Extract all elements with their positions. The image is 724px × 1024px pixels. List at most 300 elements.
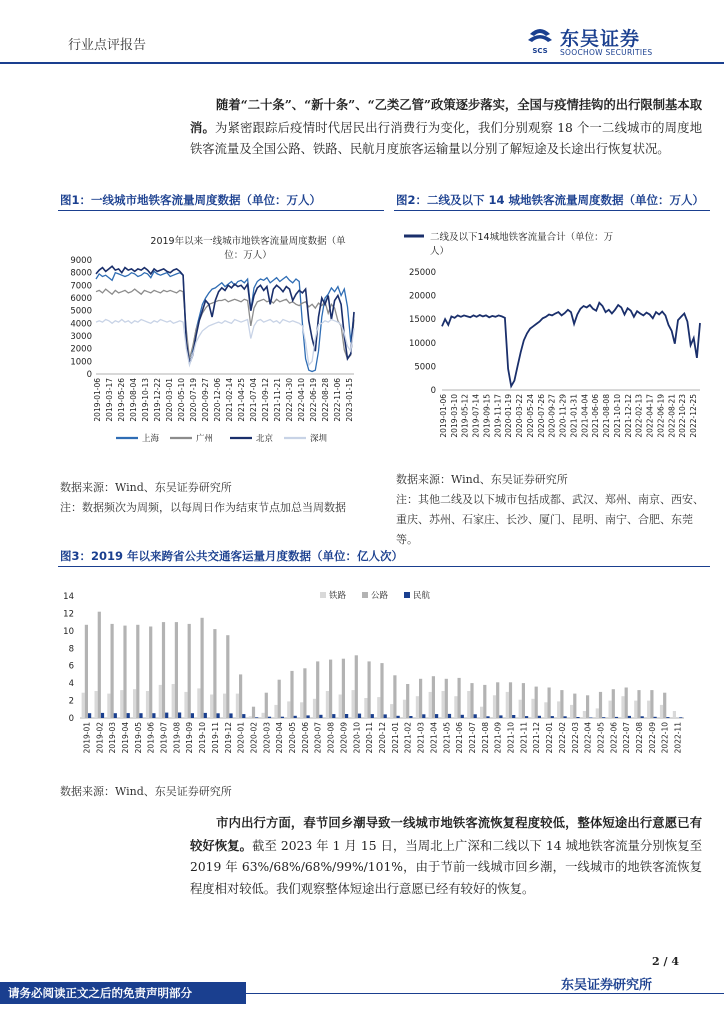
fig3-xtick-label: 2020-08 <box>326 722 336 754</box>
fig3-bar-铁路 <box>634 701 637 718</box>
fig3-bar-公路 <box>226 635 229 718</box>
fig3-bar-民航 <box>564 716 567 718</box>
fig3-xtick-label: 2022-10 <box>660 722 670 754</box>
fig3-bar-铁路 <box>274 705 277 718</box>
fig3-bar-公路 <box>252 707 255 718</box>
logo-text-en: SOOCHOW SECURITIES <box>560 48 653 57</box>
fig3-bar-铁路 <box>647 701 650 718</box>
fig1-ytick-label: 8000 <box>70 268 92 279</box>
fig1-xtick-label: 2020-05-10 <box>177 378 186 422</box>
fig1-legend-label-1: 广州 <box>196 434 214 444</box>
fig3-bar-铁路 <box>583 711 586 718</box>
fig2-ytick-label: 10000 <box>408 338 436 349</box>
fig3-bar-铁路 <box>493 695 496 718</box>
fig1-ytick-label: 0 <box>86 370 92 380</box>
fig1-xtick-label: 2021-07-04 <box>249 378 258 422</box>
fig3-xtick-label: 2021-01 <box>390 722 400 754</box>
fig3-bar-铁路 <box>300 702 303 718</box>
fig3-bar-铁路 <box>480 707 483 718</box>
fig3-xtick-label: 2020-07 <box>313 722 323 754</box>
logo-text-cn: 东吴证券 <box>560 28 641 50</box>
fig3-bar-民航 <box>217 713 220 718</box>
fig3-bar-公路 <box>136 625 139 718</box>
fig3-xtick-label: 2022-07 <box>622 722 632 754</box>
fig3-xtick-label: 2020-03 <box>262 722 272 754</box>
fig2-caption: 图2：二线及以下 14 城地铁客流量周度数据（单位：万人） <box>396 193 705 207</box>
fig2-xtick-label: 2020-03-22 <box>515 394 525 438</box>
fig3-bar-民航 <box>191 713 194 718</box>
fig2-series-line <box>442 303 700 387</box>
fig3-bar-铁路 <box>262 713 265 718</box>
fig3-xtick-label: 2022-08 <box>635 722 645 754</box>
header-section-label: 行业点评报告 <box>68 38 147 53</box>
fig3-ytick-label: 10 <box>63 626 74 637</box>
fig3-bar-铁路 <box>184 692 187 718</box>
fig2-xtick-label: 2021-01-31 <box>569 394 579 438</box>
fig3-xtick-label: 2020-04 <box>275 722 285 754</box>
fig1-xtick-label: 2021-09-12 <box>261 378 270 422</box>
fig3-xtick-label: 2019-08 <box>172 722 182 754</box>
fig3-ytick-label: 2 <box>68 696 74 707</box>
fig3-bar-民航 <box>499 715 502 718</box>
fig3-xtick-label: 2022-11 <box>673 722 683 754</box>
fig3-bar-公路 <box>483 685 486 718</box>
conclusion-bold: 市内出行方面，春节回乡潮导致一线城市地铁客流恢复程度较低，整体短途出行意愿已有较好恢复。 <box>190 815 702 853</box>
fig3-bar-公路 <box>149 627 152 719</box>
fig3-bar-民航 <box>127 713 130 718</box>
fig1-ytick-label: 7000 <box>70 281 92 292</box>
fig2-ytick-label: 5000 <box>414 362 436 373</box>
fig3-xtick-label: 2019-07 <box>159 722 169 754</box>
fig3-xtick-label: 2022-04 <box>583 722 593 754</box>
fig1-xtick-label: 2020-07-19 <box>189 378 198 422</box>
fig3-bar-民航 <box>165 713 168 718</box>
fig3-bar-公路 <box>496 682 499 718</box>
fig2-legend-line2: 人） <box>430 246 450 257</box>
fig2-xtick-label: 2021-12-12 <box>623 394 633 438</box>
fig1-xtick-label: 2021-04-25 <box>237 378 246 422</box>
fig3-bar-民航 <box>628 716 631 718</box>
fig3-bar-公路 <box>355 655 358 718</box>
fig3-bar-民航 <box>88 713 91 718</box>
footer-rule <box>246 993 724 994</box>
fig3-caption-rule <box>58 566 710 567</box>
fig3-bar-民航 <box>204 713 207 718</box>
fig3-bar-铁路 <box>287 701 290 718</box>
fig1-ytick-label: 5000 <box>70 306 92 317</box>
logo-mark-icon <box>526 26 554 56</box>
fig3-bar-铁路 <box>236 694 239 718</box>
conclusion-paragraph <box>190 812 702 900</box>
fig3-xtick-label: 2019-05 <box>133 722 143 754</box>
fig3-bar-公路 <box>625 688 628 719</box>
fig3-bar-民航 <box>281 717 284 718</box>
fig1-ytick-label: 9000 <box>70 256 92 266</box>
fig3-legend-swatch-1 <box>362 592 368 598</box>
fig3-bar-民航 <box>255 717 258 718</box>
fig3-xtick-label: 2021-07 <box>467 722 477 754</box>
fig3-bar-铁路 <box>429 692 432 718</box>
fig1-ytick-label: 4000 <box>70 319 92 330</box>
fig3-bar-公路 <box>175 622 178 718</box>
fig3-bar-铁路 <box>673 711 676 718</box>
fig2-xtick-label: 2020-11-29 <box>558 394 568 438</box>
fig3-bar-公路 <box>522 683 525 718</box>
fig3-bar-公路 <box>650 690 653 718</box>
fig3-bar-公路 <box>663 693 666 718</box>
fig3-bar-公路 <box>445 679 448 718</box>
fig3-xtick-label: 2021-06 <box>455 722 465 754</box>
fig3-legend-swatch-0 <box>320 592 326 598</box>
fig1-xtick-label: 2020-09-27 <box>201 378 210 422</box>
fig3-xtick-label: 2020-02 <box>249 722 259 754</box>
fig3-xtick-label: 2019-06 <box>146 722 156 754</box>
fig3-bar-铁路 <box>120 690 123 718</box>
fig3-bar-公路 <box>329 660 332 718</box>
fig3-bar-铁路 <box>506 692 509 718</box>
fig3-xtick-label: 2019-11 <box>210 722 220 754</box>
brand-logo <box>526 24 676 60</box>
fig3-bar-民航 <box>242 714 245 718</box>
fig3-xtick-label: 2019-12 <box>223 722 233 754</box>
fig3-bar-公路 <box>85 625 88 718</box>
fig3-bar-民航 <box>319 715 322 718</box>
fig3-xtick-label: 2019-03 <box>108 722 118 754</box>
fig3-bar-民航 <box>654 717 657 718</box>
fig3-xtick-label: 2021-11 <box>519 722 529 754</box>
fig3-bar-民航 <box>371 714 374 718</box>
fig1-xtick-label: 2019-08-04 <box>129 378 138 422</box>
fig3-bar-民航 <box>384 714 387 718</box>
fig3-bar-铁路 <box>364 698 367 718</box>
fig3-xtick-label: 2021-02 <box>403 722 413 754</box>
fig3-bar-公路 <box>599 692 602 718</box>
fig3-bar-铁路 <box>660 705 663 718</box>
fig3-bar-公路 <box>419 679 422 718</box>
fig3-bar-民航 <box>551 716 554 718</box>
fig2-xtick-label: 2021-10-10 <box>612 394 622 438</box>
fig3-bar-铁路 <box>570 705 573 718</box>
fig3-bar-公路 <box>239 674 242 718</box>
fig3-bar-铁路 <box>377 697 380 718</box>
fig3-bar-公路 <box>458 678 461 718</box>
fig3-ytick-label: 6 <box>68 661 74 672</box>
fig2-xtick-label: 2019-03-10 <box>449 394 459 438</box>
fig3-bar-公路 <box>213 629 216 718</box>
fig3-bar-铁路 <box>352 690 355 718</box>
fig3-bar-公路 <box>586 695 589 718</box>
fig3-bar-民航 <box>486 716 489 718</box>
fig3-bar-民航 <box>474 714 477 718</box>
fig1-xtick-label: 2019-01-06 <box>93 378 102 422</box>
fig3-bar-铁路 <box>82 693 85 718</box>
fig3-bar-公路 <box>265 693 268 718</box>
fig1-xtick-label: 2023-01-15 <box>345 378 354 422</box>
fig3-bar-铁路 <box>249 716 252 718</box>
fig3-legend-label-2: 民航 <box>413 591 431 601</box>
fig1-xtick-label: 2022-06-19 <box>309 378 318 422</box>
fig2-xtick-label: 2021-04-04 <box>580 394 590 438</box>
fig3-xtick-label: 2019-01 <box>82 722 92 754</box>
fig3-bar-公路 <box>548 688 551 719</box>
fig3-bar-铁路 <box>621 696 624 718</box>
fig3-bar-民航 <box>679 717 682 718</box>
fig3-xtick-label: 2020-05 <box>288 722 298 754</box>
fig3-bar-公路 <box>637 690 640 718</box>
fig3-bar-铁路 <box>596 708 599 718</box>
fig3-bar-民航 <box>409 716 412 718</box>
fig3-bar-民航 <box>114 713 117 718</box>
footer-disclaimer: 请务必阅读正文之后的免责声明部分 <box>0 982 246 1004</box>
fig3-xtick-label: 2020-06 <box>300 722 310 754</box>
fig3-bar-铁路 <box>403 700 406 718</box>
fig3-bar-公路 <box>573 694 576 718</box>
fig3-bar-铁路 <box>95 691 98 718</box>
fig2-caption-rule <box>394 210 710 211</box>
fig3-bar-民航 <box>538 716 541 718</box>
fig3-bar-铁路 <box>467 691 470 718</box>
fig1-legend-label-3: 深圳 <box>310 434 328 444</box>
fig1-chart-title-line1: 2019年以来一线城市地铁客流量周度数据（单 <box>150 236 346 247</box>
fig3-ytick-label: 4 <box>68 679 74 690</box>
fig2-note: 注：其他二线及以下城市包括成都、武汉、郑州、南京、西安、重庆、苏州、石家庄、长沙、厦门、昆明、南宁、合肥、东莞等。 <box>396 493 704 546</box>
fig3-ytick-label: 8 <box>68 644 74 655</box>
fig1-note: 注：数据频次为周频，以每周日作为结束节点加总当周数据 <box>60 501 346 514</box>
fig1-series-line-3 <box>96 320 354 366</box>
fig3-bar-铁路 <box>531 699 534 718</box>
fig1-xtick-label: 2022-11-06 <box>333 378 342 422</box>
fig3-bar-铁路 <box>442 691 445 718</box>
fig1-chart-title-line2: 位：万人） <box>224 250 272 261</box>
fig3-xtick-label: 2022-09 <box>647 722 657 754</box>
fig3-bar-公路 <box>111 624 114 718</box>
fig3-bar-铁路 <box>390 704 393 718</box>
fig2-xtick-label: 2021-06-06 <box>591 394 601 438</box>
fig3-bar-民航 <box>101 713 104 718</box>
fig1-ytick-label: 1000 <box>70 357 92 368</box>
intro-text: 为紧密跟踪后疫情时代居民出行消费行为变化，我们分别观察 18 个一二线城市的周度地铁客流量及全国公路、铁路、民航月度旅客运输量以分别了解短途及长途出行恢复状况。 <box>190 120 702 156</box>
fig3-xtick-label: 2021-12 <box>532 722 542 754</box>
fig3-xtick-label: 2022-01 <box>545 722 555 754</box>
fig1-caption: 图1：一线城市地铁客流量周度数据（单位：万人） <box>60 193 321 207</box>
page-number: 2 / 4 <box>652 955 679 968</box>
fig3-bar-公路 <box>509 682 512 718</box>
fig1-source: 数据来源：Wind、东吴证券研究所 <box>60 481 232 494</box>
fig3-legend-label-1: 公路 <box>371 591 389 601</box>
fig3-xtick-label: 2020-01 <box>236 722 246 754</box>
fig2-ytick-label: 15000 <box>408 315 436 326</box>
fig3-bar-公路 <box>432 676 435 718</box>
fig2-xtick-label: 2019-05-12 <box>460 394 470 438</box>
fig3-bar-铁路 <box>519 700 522 718</box>
fig3-xtick-label: 2019-09 <box>185 722 195 754</box>
fig3-bar-民航 <box>461 715 464 718</box>
fig3-xtick-label: 2021-08 <box>480 722 490 754</box>
fig3-bar-民航 <box>294 716 297 718</box>
fig3-xtick-label: 2021-05 <box>442 722 452 754</box>
fig3-bar-铁路 <box>159 685 162 718</box>
header-rule <box>0 62 724 64</box>
fig1-legend-label-2: 北京 <box>256 434 274 444</box>
fig2-xtick-label: 2022-10-23 <box>678 394 688 438</box>
fig2-source: 数据来源：Wind、东吴证券研究所 <box>396 473 568 486</box>
fig3-bar-公路 <box>162 622 165 718</box>
fig2-xtick-label: 2022-02-13 <box>634 394 644 438</box>
fig3-bar-公路 <box>188 624 191 718</box>
fig2-xtick-label: 2020-01-19 <box>504 394 514 438</box>
fig3-bar-公路 <box>290 671 293 718</box>
fig3-bar-铁路 <box>172 684 175 718</box>
fig3-bar-民航 <box>152 713 155 718</box>
fig3-bar-公路 <box>612 689 615 718</box>
fig3-source: 数据来源：Wind、东吴证券研究所 <box>60 785 232 798</box>
fig2-xtick-label: 2020-09-27 <box>547 394 557 438</box>
fig3-bar-铁路 <box>107 694 110 718</box>
fig3-bar-民航 <box>422 714 425 718</box>
fig1-xtick-label: 2019-05-26 <box>117 378 126 422</box>
fig3-ytick-label: 12 <box>63 609 74 620</box>
fig3-bar-公路 <box>393 675 396 718</box>
fig1-ytick-label: 6000 <box>70 294 92 304</box>
fig3-bar-民航 <box>397 716 400 718</box>
fig3-xtick-label: 2019-10 <box>198 722 208 754</box>
fig1-chart <box>58 214 384 450</box>
fig2-xtick-label: 2022-08-21 <box>667 394 677 438</box>
fig1-caption-rule <box>58 210 384 211</box>
fig3-xtick-label: 2021-09 <box>493 722 503 754</box>
fig3-xtick-label: 2021-03 <box>416 722 426 754</box>
fig3-bar-铁路 <box>133 689 136 718</box>
conclusion-text: 截至 2023 年 1 月 15 日，当周北上广深和二线以下 14 城地铁客流量分别恢复至 2019 年 63%/68%/68%/99%/101%，由于节前一线城市回乡潮，一线城市的地铁客流恢复程度相对较低。我们观察整体短途出行意愿已经有较好的恢复。 <box>190 838 702 896</box>
fig1-ytick-label: 3000 <box>70 332 92 342</box>
fig3-xtick-label: 2022-03 <box>570 722 580 754</box>
fig3-bar-民航 <box>229 713 232 718</box>
fig3-bar-铁路 <box>313 699 316 718</box>
fig1-xtick-label: 2022-08-28 <box>321 378 330 422</box>
fig1-xtick-label: 2022-04-10 <box>297 378 306 422</box>
fig2-xtick-label: 2019-01-06 <box>439 394 448 438</box>
fig3-bar-铁路 <box>326 691 329 718</box>
fig1-xtick-label: 2020-12-06 <box>213 378 222 422</box>
fig3-bar-民航 <box>641 716 644 718</box>
fig3-bar-民航 <box>345 714 348 718</box>
fig3-bar-铁路 <box>609 701 612 718</box>
fig3-bar-公路 <box>406 684 409 718</box>
fig3-xtick-label: 2021-10 <box>506 722 516 754</box>
fig2-ytick-label: 0 <box>430 386 436 396</box>
fig3-bar-民航 <box>525 716 528 718</box>
fig3-legend-swatch-2 <box>404 592 410 598</box>
fig1-ytick-label: 2000 <box>70 344 92 355</box>
fig2-xtick-label: 2022-04-17 <box>645 394 655 438</box>
fig2-xtick-label: 2020-05-24 <box>525 394 535 438</box>
fig2-xtick-label: 2021-08-08 <box>602 394 612 438</box>
fig3-chart <box>58 572 710 772</box>
fig3-bar-民航 <box>268 717 271 718</box>
fig3-bar-民航 <box>358 714 361 718</box>
fig3-bar-公路 <box>123 626 126 718</box>
fig3-bar-民航 <box>448 714 451 718</box>
fig2-xtick-label: 2020-07-26 <box>536 394 546 438</box>
fig3-bar-民航 <box>307 715 310 718</box>
fig3-bar-民航 <box>602 717 605 718</box>
fig3-bar-公路 <box>303 668 306 718</box>
fig3-bar-公路 <box>470 683 473 718</box>
fig1-xtick-label: 2019-12-22 <box>153 378 162 422</box>
fig2-xtick-label: 2019-09-15 <box>482 394 492 438</box>
fig3-legend-label-0: 铁路 <box>329 591 347 601</box>
fig3-xtick-label: 2022-06 <box>609 722 619 754</box>
fig3-bar-铁路 <box>544 702 547 718</box>
fig2-ytick-label: 20000 <box>408 291 436 302</box>
fig3-bar-铁路 <box>416 696 419 718</box>
fig1-xtick-label: 2021-02-14 <box>225 378 234 422</box>
fig3-bar-铁路 <box>197 688 200 718</box>
intro-paragraph <box>190 94 702 161</box>
fig3-bar-民航 <box>666 717 669 718</box>
fig2-chart <box>394 214 710 454</box>
fig3-bar-铁路 <box>223 694 226 718</box>
fig3-bar-铁路 <box>557 701 560 718</box>
fig3-bar-民航 <box>615 717 618 718</box>
fig3-bar-公路 <box>98 612 101 718</box>
intro-bold: 随着“二十条”、“新十条”、“乙类乙管”政策逐步落实，全国与疫情挂钩的出行限制基本取消。 <box>190 97 702 135</box>
fig3-xtick-label: 2022-02 <box>557 722 567 754</box>
fig1-series-line-2 <box>96 266 354 364</box>
fig3-bar-公路 <box>342 659 345 718</box>
fig1-xtick-label: 2021-11-21 <box>273 378 282 422</box>
fig3-bar-铁路 <box>339 695 342 719</box>
fig3-bar-铁路 <box>146 691 149 718</box>
fig2-legend-line1: 二线及以下14城地铁客流量合计（单位：万 <box>430 232 614 243</box>
fig3-xtick-label: 2020-11 <box>365 722 375 754</box>
fig3-xtick-label: 2020-10 <box>352 722 362 754</box>
fig3-bar-民航 <box>576 717 579 718</box>
fig3-bar-公路 <box>560 690 563 718</box>
fig3-ytick-label: 14 <box>63 592 74 602</box>
fig3-bar-公路 <box>316 661 319 718</box>
fig3-bar-民航 <box>178 713 181 719</box>
fig2-xtick-label: 2022-06-19 <box>656 394 666 438</box>
fig1-xtick-label: 2022-01-30 <box>285 378 294 422</box>
fig3-bar-公路 <box>380 663 383 718</box>
fig3-xtick-label: 2020-12 <box>378 722 387 754</box>
fig3-xtick-label: 2019-04 <box>120 722 130 754</box>
logo-mark-text: SCS <box>532 47 548 55</box>
fig3-bar-民航 <box>435 714 438 718</box>
fig3-xtick-label: 2021-04 <box>429 722 439 754</box>
fig3-bar-公路 <box>368 661 371 718</box>
fig1-xtick-label: 2020-03-01 <box>165 378 174 422</box>
fig3-bar-铁路 <box>454 696 457 718</box>
fig2-xtick-label: 2019-07-14 <box>471 394 481 438</box>
fig3-ytick-label: 0 <box>68 714 74 724</box>
fig2-xtick-label: 2019-11-17 <box>493 394 503 438</box>
fig1-legend-label-0: 上海 <box>142 434 160 444</box>
fig3-bar-铁路 <box>210 695 213 719</box>
fig3-bar-公路 <box>201 618 204 718</box>
fig3-bar-民航 <box>589 718 592 719</box>
fig2-xtick-label: 2022-12-25 <box>689 394 698 438</box>
fig3-xtick-label: 2019-02 <box>95 722 105 754</box>
fig3-bar-民航 <box>332 714 335 718</box>
fig3-xtick-label: 2022-05 <box>596 722 606 754</box>
fig3-bar-民航 <box>512 715 515 718</box>
fig1-xtick-label: 2019-10-13 <box>141 378 150 422</box>
fig3-bar-公路 <box>278 680 281 718</box>
fig1-xtick-label: 2019-03-17 <box>105 378 114 422</box>
fig3-caption: 图3：2019 年以来跨省公共交通客运量月度数据（单位：亿人次） <box>60 549 404 563</box>
